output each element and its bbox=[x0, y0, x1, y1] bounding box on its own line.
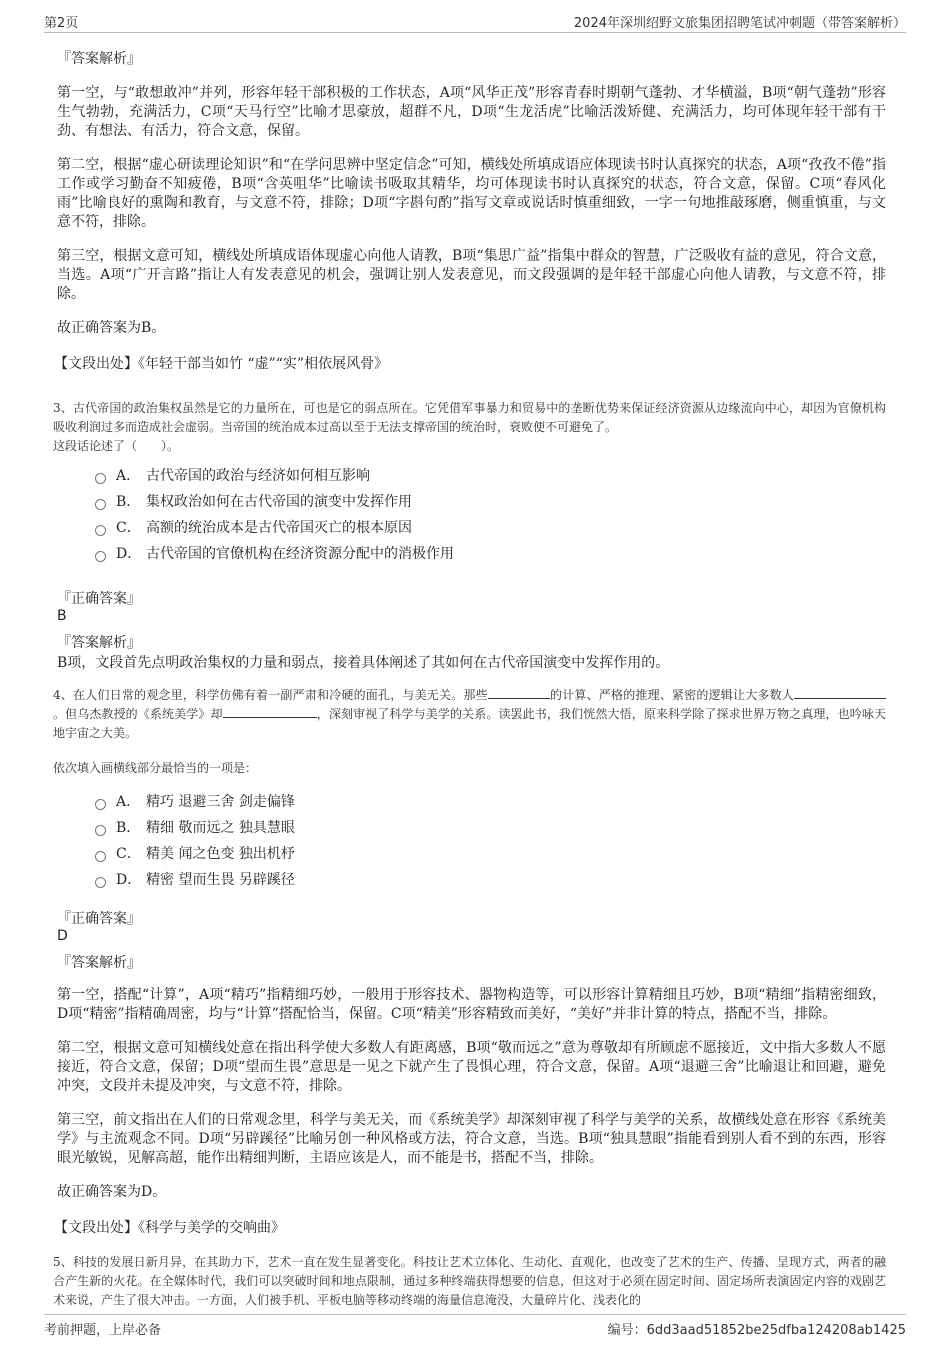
q3-answer: B bbox=[57, 608, 67, 624]
q4-stem-part: ，深刻审视了科学与美学的关系。读罢此书，我们恍然大悟，原来科学除了探求世界万物之真理，也吟咏天地宇宙之大美。 bbox=[53, 707, 886, 740]
q2-analysis-paragraph: 第二空，根据“虚心研读理论知识”和“在学问思辨中坚定信念”可知，横线处所填成语应体现读书时认真探究的状态，A项“孜孜不倦”指工作或学习勤奋不知疲倦，B项“含英咀华”比喻读书吸取其精华，均可体现读书时认真探究的状态，符合文意，保留。C项“春风化雨”比喻良好的熏陶和教育，与文意不符，排除；D项“字斟句酌”指写文章或说话时慎重细致，一字一句地推敲琢磨，侧重慎重，与文意不符，排除。 bbox=[57, 157, 886, 230]
q4-answer: D bbox=[57, 928, 68, 944]
radio-icon[interactable] bbox=[95, 877, 106, 888]
q3-option-b[interactable] bbox=[95, 488, 886, 514]
page-header bbox=[44, 10, 906, 33]
q4-ask: 依次填入画横线部分最恰当的一项是： bbox=[53, 761, 258, 775]
q3-analysis-heading: 『答案解析』 bbox=[57, 635, 141, 651]
q4-analysis-paragraph: 第二空，根据文意可知横线处意在指出科学使大多数人有距离感，B项“敬而远之”意为尊敬却有所顾虑不愿接近，文中指大多数人不愿接近，符合文意，保留；D项“望而生畏”意思是一见之下就产生了畏惧心理，符合文意，保留。A项“退避三舍”比喻退让和回避，避免冲突，文段并未提及冲突，与文意不符，排除。 bbox=[57, 1040, 886, 1094]
option-text: 精密 望而生畏 另辟蹊径 bbox=[146, 872, 295, 888]
q3-option-c[interactable] bbox=[95, 514, 886, 540]
q4-blank-1 bbox=[488, 686, 550, 699]
radio-icon[interactable] bbox=[95, 851, 106, 862]
q3-stem: 3、古代帝国的政治集权虽然是它的力量所在，可也是它的弱点所在。它凭借军事暴力和贸易中的垄断优势来保证经济资源从边缘流向中心，却因为官僚机构吸收利润过多而造成社会虚弱。当帝国的统治成本过高以至于无法支撑帝国的统治时，衰败便不可避免了。 bbox=[53, 401, 886, 434]
option-text: 古代帝国的政治与经济如何相互影响 bbox=[146, 468, 370, 484]
q3-option-d[interactable] bbox=[95, 540, 886, 566]
option-letter: C． bbox=[116, 846, 141, 862]
radio-icon[interactable] bbox=[95, 825, 106, 836]
footer-slogan: 考前押题，上岸必备 bbox=[44, 1323, 162, 1338]
radio-icon[interactable] bbox=[95, 499, 106, 510]
radio-icon[interactable] bbox=[95, 473, 106, 484]
option-letter: B． bbox=[116, 494, 141, 510]
q4-stem-part: 的计算、严格的推理、紧密的逻辑让大多数人 bbox=[549, 688, 794, 702]
q3-options bbox=[95, 462, 886, 566]
radio-icon[interactable] bbox=[95, 551, 106, 562]
option-letter: D． bbox=[116, 546, 142, 562]
option-text: 高额的统治成本是古代帝国灭亡的根本原因 bbox=[146, 520, 412, 536]
q3-ask: 这段话论述了（ ）。 bbox=[53, 439, 180, 453]
q2-analysis-conclusion: 故正确答案为B。 bbox=[57, 320, 166, 336]
page-number: 第2页 bbox=[44, 16, 79, 31]
q4-analysis-conclusion: 故正确答案为D。 bbox=[57, 1184, 167, 1200]
option-text: 精巧 退避三舍 剑走偏锋 bbox=[146, 794, 295, 810]
q4-option-a[interactable] bbox=[95, 788, 886, 814]
option-letter: A． bbox=[116, 794, 141, 810]
page-content bbox=[53, 44, 886, 1310]
q2-analysis-heading: 『答案解析』 bbox=[57, 51, 141, 67]
q3-analysis: B项，文段首先点明政治集权的力量和弱点，接着具体阐述了其如何在古代帝国演变中发挥作用的。 bbox=[57, 655, 670, 671]
q3-option-a[interactable] bbox=[95, 462, 886, 488]
q4-blank-3 bbox=[223, 705, 317, 718]
option-letter: D． bbox=[116, 872, 142, 888]
q4-source: 【文段出处】《科学与美学的交响曲》 bbox=[54, 1220, 285, 1236]
q4-analysis-heading: 『答案解析』 bbox=[57, 955, 141, 971]
option-letter: B． bbox=[116, 820, 141, 836]
q4-analysis-paragraph: 第三空，前文指出在人们的日常观念里，科学与美无关，而《系统美学》却深刻审视了科学与美学的关系，故横线处意在形容《系统美学》与主流观念不同。D项“另辟蹊径”比喻另创一种风格或方法，符合文意，当选。B项“独具慧眼”指能看到别人看不到的东西，形容眼光敏锐，见解高超，能作出精细判断，主语应该是人，而不能是书，搭配不当，排除。 bbox=[57, 1112, 886, 1166]
option-letter: A． bbox=[116, 468, 141, 484]
radio-icon[interactable] bbox=[95, 525, 106, 536]
option-text: 精美 闻之色变 独出机杼 bbox=[146, 846, 295, 862]
q2-analysis-paragraph: 第三空，根据文意可知，横线处所填成语体现虚心向他人请教，B项“集思广益”指集中群众的智慧，广泛吸收有益的意见，符合文意，当选。A项“广开言路”指让人有发表意见的机会，强调让别人发表意见，而文段强调的是年轻干部虚心向他人请教，与文意不符，排除。 bbox=[57, 248, 886, 302]
q4-stem-part: 4、在人们日常的观念里，科学仿佛有着一副严肃和冷硬的面孔，与美无关。那些 bbox=[53, 688, 488, 702]
option-text: 精细 敬而远之 独具慧眼 bbox=[146, 820, 295, 836]
q2-analysis-paragraph: 第一空，与“敢想敢冲”并列，形容年轻干部积极的工作状态，A项“风华正茂”形容青春时期朝气蓬勃、才华横溢，B项“朝气蓬勃”形容生气勃勃，充满活力，C项“天马行空”比喻才思豪放，超群不凡，D项“生龙活虎”比喻活泼矫健、充满活力，均可体现年轻干部有干劲、有想法、有活力，符合文意，保留。 bbox=[57, 85, 886, 139]
q4-option-b[interactable] bbox=[95, 814, 886, 840]
q4-option-d[interactable] bbox=[95, 866, 886, 892]
q4-blank-2 bbox=[794, 686, 886, 699]
q4-answer-heading: 『正确答案』 bbox=[57, 911, 141, 927]
q4-option-c[interactable] bbox=[95, 840, 886, 866]
document-id: 编号：6dd3aad51852be25dfba124208ab1425 bbox=[607, 1323, 906, 1338]
option-letter: C． bbox=[116, 520, 141, 536]
option-text: 集权政治如何在古代帝国的演变中发挥作用 bbox=[146, 494, 412, 510]
q5-stem: 5、科技的发展日新月异，在其助力下，艺术一直在发生显著变化。科技让艺术立体化、生动化、直观化，也改变了艺术的生产、传播、呈现方式，两者的融合产生新的火花。在全媒体时代，我们可以突破时间和地点限制，通过多种终端获得想要的信息，但这对于必须在固定时间、固定场所表演固定内容的戏剧艺术来说，产生了很大冲击。一方面，人们被手机、平板电脑等移动终端的海量信息淹没，大量碎片化、浅表化的 bbox=[53, 1255, 886, 1307]
option-text: 古代帝国的官僚机构在经济资源分配中的消极作用 bbox=[146, 546, 454, 562]
radio-icon[interactable] bbox=[95, 799, 106, 810]
q3-answer-heading: 『正确答案』 bbox=[57, 591, 141, 607]
document-title: 2024年深圳绍野文旅集团招聘笔试冲刺题（带答案解析） bbox=[573, 16, 906, 31]
q2-source: 【文段出处】《年轻干部当如竹 “虚”“实”相依展风骨》 bbox=[54, 356, 389, 372]
q4-options bbox=[95, 788, 886, 892]
q4-analysis-paragraph: 第一空，搭配“计算”，A项“精巧”指精细巧妙，一般用于形容技术、器物构造等，可以形容计算精细且巧妙，B项“精细”指精密细致，D项“精密”指精确周密，均与“计算”搭配恰当，保留。C项“精美”形容精致而美好，“美好”并非计算的特点，搭配不当，排除。 bbox=[57, 987, 886, 1022]
q4-stem bbox=[53, 686, 886, 743]
q4-stem-part: 。但乌杰教授的《系统美学》却 bbox=[53, 707, 223, 721]
page-footer bbox=[44, 1314, 906, 1337]
